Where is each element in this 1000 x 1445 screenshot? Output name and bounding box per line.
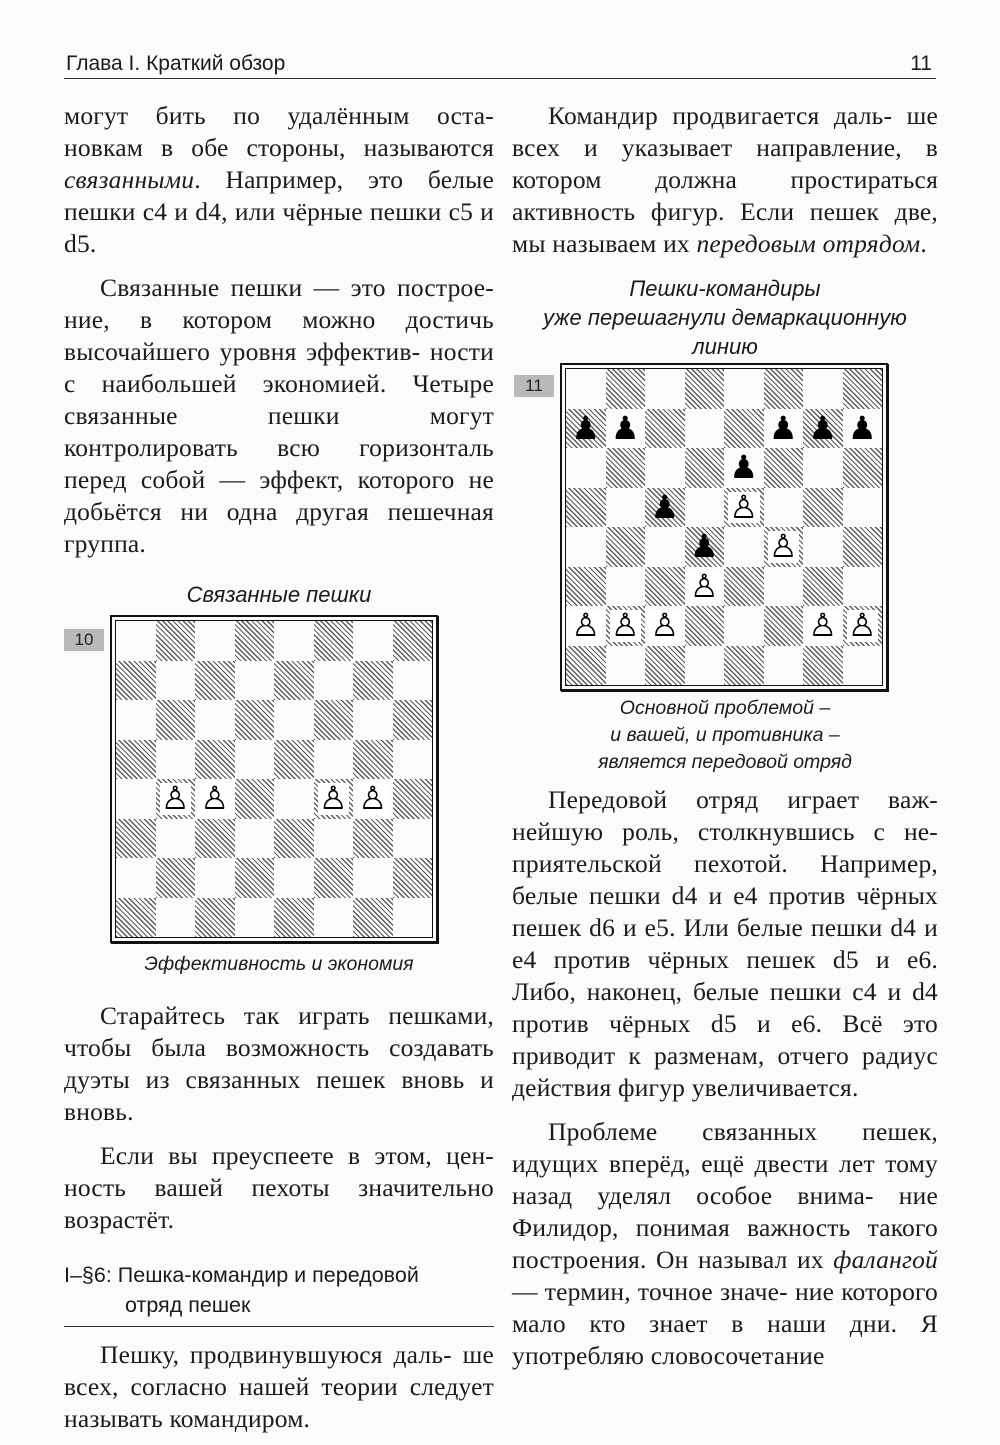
board-square xyxy=(314,661,354,701)
board-square xyxy=(645,646,685,686)
diagram-title: Пешки-командиры уже перешагнули демаркационную линию xyxy=(543,276,907,359)
paragraph: Командир продвигается даль- ше всех и указывает направление, в котором должна простираться активность фигур. Если пешек две, мы называем их передовым отрядом. xyxy=(512,101,938,258)
black-pawn-icon: ♟ xyxy=(610,408,640,447)
board-square xyxy=(195,740,235,780)
board-square xyxy=(724,646,764,686)
board-square xyxy=(235,858,275,898)
board-square xyxy=(724,567,764,607)
board-square xyxy=(235,661,275,701)
board-square xyxy=(685,448,725,488)
white-pawn-icon: ♙ xyxy=(195,779,235,819)
board-square xyxy=(274,779,314,819)
board-square xyxy=(803,646,843,686)
black-pawn-icon: ♟ xyxy=(571,408,601,447)
board-square xyxy=(393,740,433,780)
board-square xyxy=(156,621,196,661)
white-pawn-icon: ♙ xyxy=(685,567,725,607)
board-square xyxy=(566,369,606,409)
white-pawn-icon: ♙ xyxy=(645,606,685,646)
board-square xyxy=(645,527,685,567)
black-pawn-icon: ♟ xyxy=(808,408,838,447)
board-square xyxy=(156,700,196,740)
chessboard xyxy=(560,363,888,691)
board-square xyxy=(724,409,764,449)
board-square xyxy=(843,448,883,488)
white-pawn-icon: ♙ xyxy=(156,779,196,819)
board-square xyxy=(235,700,275,740)
section-rule xyxy=(64,1326,494,1327)
board-square xyxy=(685,488,725,528)
board-square xyxy=(566,527,606,567)
board-square xyxy=(393,621,433,661)
white-pawn-icon: ♙ xyxy=(724,488,764,528)
board-square xyxy=(393,661,433,701)
board-square xyxy=(195,898,235,938)
paragraph: Связанные пешки — это построе- ние, в котором можно достичь высочайшего уровня эффектив- ности с наибольшей экономией. Четыре связанные пешки могут контролировать всю горизонталь перед собой — эффект, которого не добьётся ни одна другая пешечная группа. xyxy=(64,273,494,558)
board-square xyxy=(274,740,314,780)
board-square xyxy=(803,369,843,409)
board-square xyxy=(803,527,843,567)
board-square xyxy=(645,448,685,488)
board-square xyxy=(274,858,314,898)
board-grid xyxy=(115,620,433,938)
board-square xyxy=(645,369,685,409)
board-square xyxy=(116,858,156,898)
section-heading: I–§6: Пешка-командир и передовой отряд пешек xyxy=(64,1263,419,1317)
board-square xyxy=(843,527,883,567)
board-square xyxy=(803,448,843,488)
board-square xyxy=(274,819,314,859)
board-square xyxy=(566,488,606,528)
board-square xyxy=(843,646,883,686)
board-square xyxy=(724,527,764,567)
diagram-caption: Основной проблемой – и вашей, и противника – является передовой отряд xyxy=(598,697,852,773)
board-square xyxy=(764,567,804,607)
board-square xyxy=(353,621,393,661)
board-square xyxy=(606,448,646,488)
board-square xyxy=(235,779,275,819)
board-square xyxy=(685,369,725,409)
board-square xyxy=(843,567,883,607)
board-square xyxy=(353,700,393,740)
board-square xyxy=(803,567,843,607)
chess-diagram-10 xyxy=(64,615,494,947)
board-square xyxy=(116,621,156,661)
white-pawn-icon: ♙ xyxy=(314,779,354,819)
board-square xyxy=(843,369,883,409)
board-square xyxy=(606,488,646,528)
board-square xyxy=(314,858,354,898)
board-square xyxy=(724,606,764,646)
black-pawn-icon: ♟ xyxy=(650,487,680,526)
board-square xyxy=(314,700,354,740)
white-pawn-icon: ♙ xyxy=(764,527,804,567)
board-grid xyxy=(565,368,883,686)
board-square xyxy=(116,700,156,740)
board-square xyxy=(724,369,764,409)
chessboard xyxy=(110,615,438,943)
board-square xyxy=(195,819,235,859)
board-square xyxy=(353,819,393,859)
board-square xyxy=(566,646,606,686)
board-square xyxy=(606,567,646,607)
board-square xyxy=(764,369,804,409)
paragraph: Проблеме связанных пешек, идущих вперёд, ещё двести лет тому назад уделял особое внима- ние Филидор, понимая важность такого построения. Он называл их фалангой — термин, точное значе- ние которого мало кто знает в наши дни. Я употребляю словосочетание xyxy=(512,1117,939,1370)
board-square xyxy=(645,567,685,607)
black-pawn-icon: ♟ xyxy=(847,408,877,447)
board-square xyxy=(274,898,314,938)
board-square xyxy=(685,606,725,646)
board-square xyxy=(156,898,196,938)
board-square xyxy=(353,898,393,938)
board-square xyxy=(116,661,156,701)
board-square xyxy=(116,819,156,859)
board-square xyxy=(353,661,393,701)
board-square xyxy=(235,819,275,859)
board-square xyxy=(353,858,393,898)
board-square xyxy=(566,448,606,488)
board-square xyxy=(393,858,433,898)
right-column xyxy=(512,100,938,1372)
board-square xyxy=(606,369,646,409)
chess-diagram-11 xyxy=(512,363,938,695)
board-square xyxy=(314,898,354,938)
paragraph: Старайтесь так играть пешками, чтобы была возможность создавать дуэты из связанных пешек вновь и вновь. xyxy=(64,1001,494,1126)
black-pawn-icon: ♟ xyxy=(689,527,719,565)
board-square xyxy=(156,819,196,859)
white-pawn-icon: ♙ xyxy=(843,606,883,646)
board-square xyxy=(314,819,354,859)
white-pawn-icon: ♙ xyxy=(353,779,393,819)
board-square xyxy=(195,661,235,701)
board-square xyxy=(393,700,433,740)
paragraph: Передовой отряд играет важ- нейшую роль, столкнувшись с не- приятельской пехотой. Например, белые пешки d4 и e4 против чёрных пешек d6 и e5. Или белые пешки d4 и e4 против чёрных пешек d5 и e6. Либо, наконец, белые пешки c4 и d4 против чёрных d5 и e6. Всё это приводит к разменам, отчего радиус действия фигур увеличивается. xyxy=(512,785,938,1102)
board-square xyxy=(645,409,685,449)
board-square xyxy=(566,567,606,607)
board-square xyxy=(393,779,433,819)
board-square xyxy=(156,740,196,780)
board-square xyxy=(393,819,433,859)
board-square xyxy=(764,448,804,488)
board-square xyxy=(685,409,725,449)
board-square xyxy=(235,621,275,661)
paragraph: Пешку, продвинувшуюся даль- ше всех, согласно нашей теории следует называть командиром. xyxy=(64,1340,495,1433)
board-square xyxy=(353,740,393,780)
board-square xyxy=(156,858,196,898)
left-column xyxy=(64,100,494,1435)
board-square xyxy=(116,740,156,780)
board-square xyxy=(195,700,235,740)
paragraph: Если вы преуспеете в этом, цен- ность вашей пехоты значительно возрастёт. xyxy=(64,1141,494,1234)
board-square xyxy=(606,646,646,686)
board-square xyxy=(314,740,354,780)
diagram-number: 10 xyxy=(64,629,104,651)
board-square xyxy=(274,621,314,661)
chapter-title: Глава I. Краткий обзор xyxy=(66,52,286,75)
board-square xyxy=(235,898,275,938)
board-square xyxy=(116,898,156,938)
board-square xyxy=(116,779,156,819)
board-square xyxy=(314,621,354,661)
board-square xyxy=(764,646,804,686)
diagram-caption: Эффективность и экономия xyxy=(144,953,414,975)
board-square xyxy=(606,527,646,567)
board-square xyxy=(274,661,314,701)
board-square xyxy=(156,661,196,701)
running-header xyxy=(64,48,936,79)
board-square xyxy=(764,488,804,528)
black-pawn-icon: ♟ xyxy=(768,408,798,447)
diagram-number: 11 xyxy=(514,375,554,397)
page-number: 11 xyxy=(910,52,932,75)
board-square xyxy=(195,621,235,661)
black-pawn-icon: ♟ xyxy=(729,448,759,486)
board-square xyxy=(843,488,883,528)
board-square xyxy=(195,858,235,898)
white-pawn-icon: ♙ xyxy=(606,606,646,646)
diagram-title: Связанные пешки xyxy=(186,582,372,607)
board-square xyxy=(685,646,725,686)
board-square xyxy=(764,606,804,646)
board-square xyxy=(274,700,314,740)
white-pawn-icon: ♙ xyxy=(803,606,843,646)
board-square xyxy=(803,488,843,528)
paragraph: могут бить по удалённым оста- новкам в обе стороны, называются связанными. Например, это белые пешки c4 и d4, или чёрные пешки c5 и d5. xyxy=(64,101,495,258)
board-square xyxy=(235,740,275,780)
white-pawn-icon: ♙ xyxy=(566,606,606,646)
board-square xyxy=(393,898,433,938)
